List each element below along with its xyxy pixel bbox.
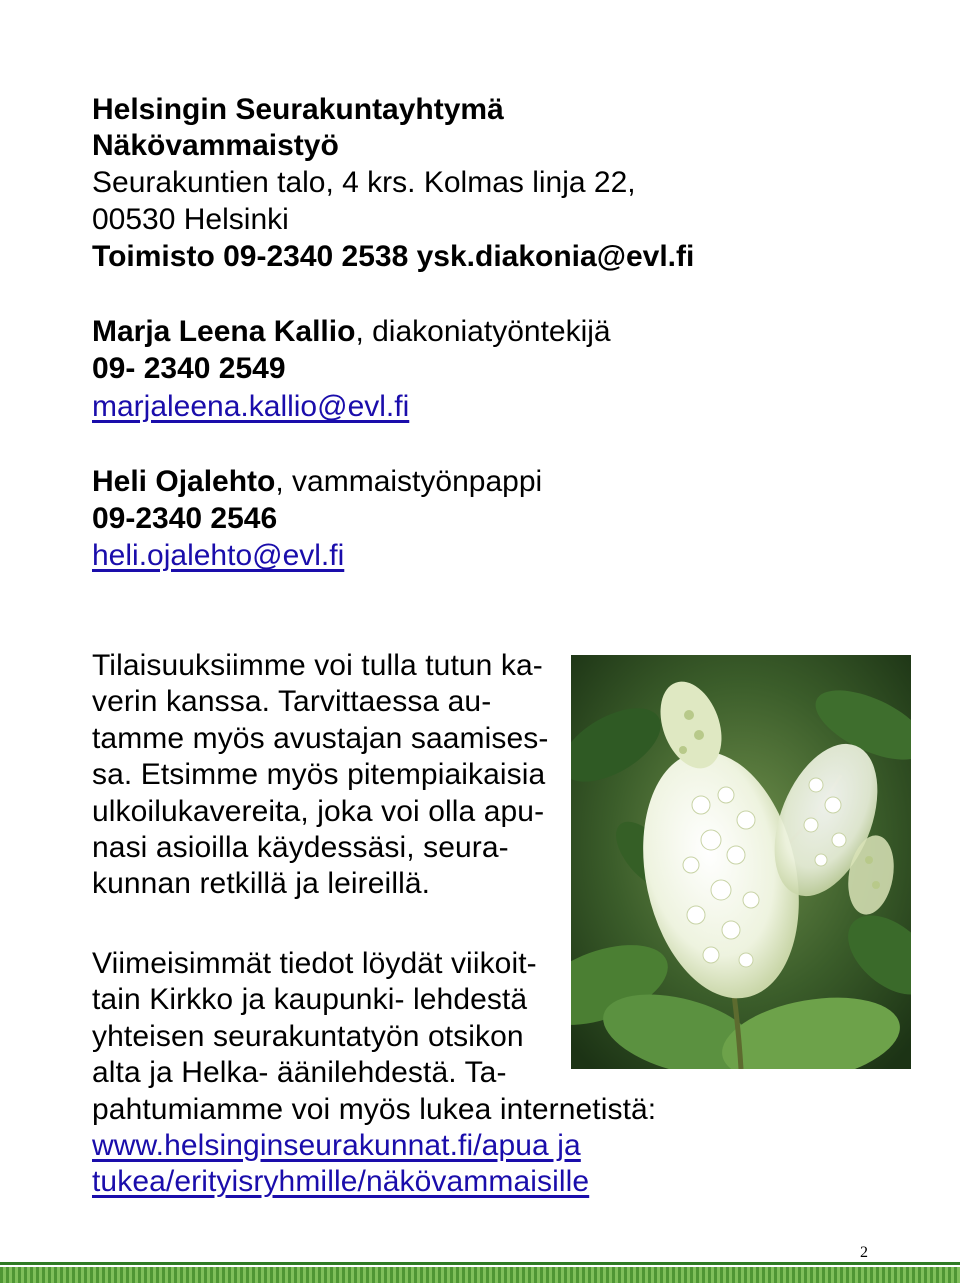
- person-2-name: Heli Ojalehto: [92, 465, 276, 498]
- website-link-part-2[interactable]: tukea/erityisryhmille/näkövammaisille: [92, 1165, 590, 1199]
- paragraph-2: [92, 946, 656, 1201]
- paragraph-1-line: verin kanssa. Tarvittaessa au-: [92, 685, 492, 719]
- address-line-2: 00530 Helsinki: [92, 203, 289, 236]
- person-2-email-row: [92, 538, 370, 574]
- person-2-role: , vammaistyönpappi: [275, 465, 543, 498]
- address-line-1: Seurakuntien talo, 4 krs. Kolmas linja 22,: [92, 166, 636, 199]
- dept-name: Näkövammaistyö: [92, 129, 339, 162]
- person-1-email-row: [92, 389, 409, 425]
- paragraph-1-line: sa. Etsimme myös pitempiaikaisia: [92, 758, 546, 792]
- paragraph-1: [92, 648, 549, 903]
- person-2-email-link[interactable]: heli.ojalehto@evl.fi: [92, 539, 345, 572]
- page-number: 2: [860, 1244, 868, 1261]
- paragraph-1-line: Tilaisuuksiimme voi tulla tutun ka-: [92, 649, 543, 682]
- footer-decorative-bar: [0, 1262, 960, 1283]
- paragraph-2-line: yhteisen seurakuntatyön otsikon: [92, 1019, 524, 1053]
- person-2-heading: [92, 464, 542, 500]
- person-1-phone: 09- 2340 2549: [92, 352, 286, 385]
- person-1-heading: [92, 314, 611, 350]
- paragraph-2-line: pahtumiamme voi myös lukea internetistä:: [92, 1092, 657, 1126]
- office-line: Toimisto 09-2340 2538 ysk.diakonia@evl.fi: [92, 240, 695, 273]
- website-link-part-1[interactable]: www.helsinginseurakunnat.fi/apua ja: [92, 1129, 581, 1163]
- paragraph-2-line: tain Kirkko ja kaupunki- lehdestä: [92, 983, 528, 1017]
- org-name: Helsingin Seurakuntayhtymä: [92, 93, 504, 126]
- person-1-name: Marja Leena Kallio: [92, 315, 356, 348]
- paragraph-1-line: ulkoilukavereita, joka voi olla apu-: [92, 794, 545, 828]
- paragraph-1-line: tamme myös avustajan saamises-: [92, 721, 549, 755]
- person-1-email-link[interactable]: marjaleena.kallio@evl.fi: [92, 390, 410, 423]
- paragraph-1-line: kunnan retkillä ja leireillä.: [92, 867, 431, 901]
- website-link-line-2: [92, 1164, 656, 1200]
- person-2-phone: 09-2340 2546: [92, 502, 278, 535]
- website-link-line-1: [92, 1128, 656, 1164]
- paragraph-2-line: alta ja Helka- äänilehdestä. Ta-: [92, 1056, 507, 1090]
- person-1-role: , diakoniatyöntekijä: [355, 315, 611, 348]
- paragraph-1-line: nasi asioilla käydessäsi, seura-: [92, 831, 509, 865]
- paragraph-2-line: Viimeisimmät tiedot löydät viikoit-: [92, 947, 537, 980]
